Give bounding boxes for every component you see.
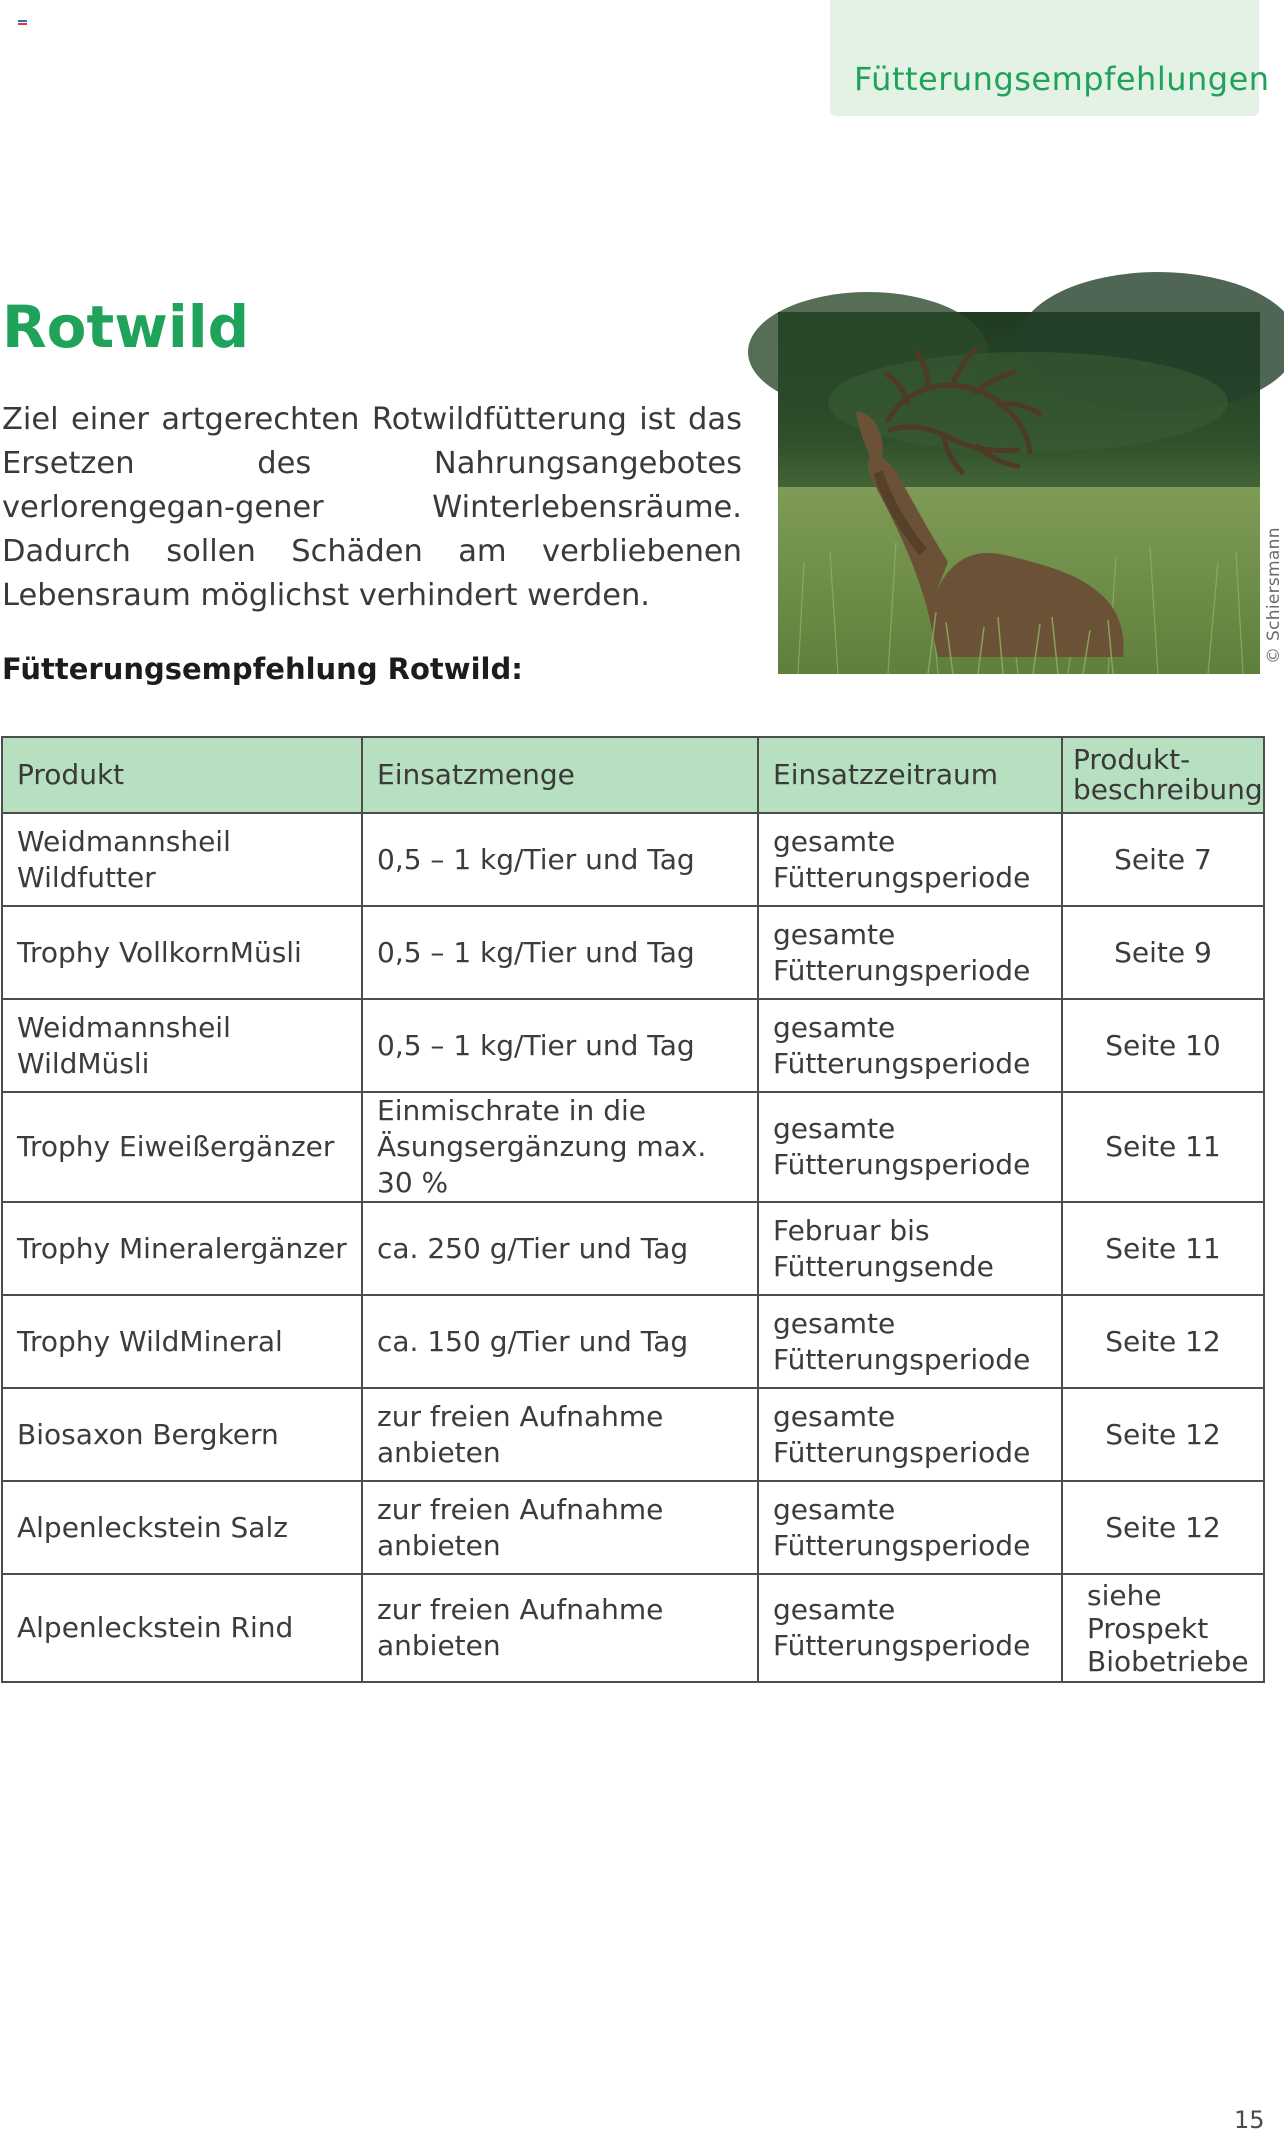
photo-credit: © Schiersmann bbox=[1264, 527, 1284, 664]
description-cell: Seite 9 bbox=[1062, 906, 1264, 999]
period-cell: gesamte Fütterungsperiode bbox=[758, 906, 1062, 999]
product-cell: Trophy VollkornMüsli bbox=[2, 906, 362, 999]
product-cell: Alpenleckstein Rind bbox=[2, 1574, 362, 1682]
product-cell: Alpenleckstein Salz bbox=[2, 1481, 362, 1574]
description-cell: Seite 12 bbox=[1062, 1481, 1264, 1574]
table-row bbox=[2, 813, 1264, 906]
product-cell: Trophy WildMineral bbox=[2, 1295, 362, 1388]
header-period: Einsatzzeitraum bbox=[758, 737, 1062, 813]
corner-flag-icon bbox=[18, 20, 27, 26]
section-tab bbox=[830, 0, 1270, 116]
page-title: Rotwild bbox=[2, 293, 250, 361]
amount-cell: 0,5 – 1 kg/Tier und Tag bbox=[362, 906, 758, 999]
amount-cell: ca. 150 g/Tier und Tag bbox=[362, 1295, 758, 1388]
period-cell: gesamte Fütterungsperiode bbox=[758, 813, 1062, 906]
period-cell: gesamte Fütterungsperiode bbox=[758, 1295, 1062, 1388]
period-cell: gesamte Fütterungsperiode bbox=[758, 1574, 1062, 1682]
amount-cell: 0,5 – 1 kg/Tier und Tag bbox=[362, 999, 758, 1092]
period-cell: gesamte Fütterungsperiode bbox=[758, 999, 1062, 1092]
header-amount: Einsatzmenge bbox=[362, 737, 758, 813]
section-tab-label: Fütterungsempfehlungen bbox=[854, 60, 1270, 98]
page-number: 15 bbox=[1234, 2106, 1265, 2134]
amount-cell: zur freien Aufnahme anbieten bbox=[362, 1388, 758, 1481]
amount-cell: Einmischrate in die Äsungsergänzung max. 30 % bbox=[362, 1092, 758, 1202]
table-row bbox=[2, 1202, 1264, 1295]
product-cell: Trophy Eiweißergänzer bbox=[2, 1092, 362, 1202]
table-row bbox=[2, 1295, 1264, 1388]
feeding-recommendation-table bbox=[1, 736, 1265, 1683]
amount-cell: ca. 250 g/Tier und Tag bbox=[362, 1202, 758, 1295]
table-row bbox=[2, 1574, 1264, 1682]
description-cell: Seite 12 bbox=[1062, 1388, 1264, 1481]
header-product: Produkt bbox=[2, 737, 362, 813]
table-heading: Fütterungsempfehlung Rotwild: bbox=[2, 652, 523, 686]
table-row bbox=[2, 1481, 1264, 1574]
description-cell: Seite 12 bbox=[1062, 1295, 1264, 1388]
table-row bbox=[2, 999, 1264, 1092]
table-row bbox=[2, 1388, 1264, 1481]
intro-paragraph: Ziel einer artgerechten Rotwildfütterung ist das Ersetzen des Nahrungsangebotes verlorengegan-gener Winterlebensräume. Dadurch sollen Schäden am verbliebenen Lebensraum möglichst verhindert werden. bbox=[2, 402, 742, 613]
amount-cell: zur freien Aufnahme anbieten bbox=[362, 1481, 758, 1574]
description-cell: Seite 10 bbox=[1062, 999, 1264, 1092]
amount-cell: 0,5 – 1 kg/Tier und Tag bbox=[362, 813, 758, 906]
product-cell: Trophy Mineralergänzer bbox=[2, 1202, 362, 1295]
product-cell: Biosaxon Bergkern bbox=[2, 1388, 362, 1481]
table-header-row bbox=[2, 737, 1264, 813]
table-row bbox=[2, 906, 1264, 999]
product-cell: Weidmannsheil Wildfutter bbox=[2, 813, 362, 906]
period-cell: gesamte Fütterungsperiode bbox=[758, 1481, 1062, 1574]
amount-cell: zur freien Aufnahme anbieten bbox=[362, 1574, 758, 1682]
description-cell: Seite 7 bbox=[1062, 813, 1264, 906]
description-cell: Seite 11 bbox=[1062, 1202, 1264, 1295]
description-cell: siehe Prospekt Biobetriebe bbox=[1062, 1574, 1264, 1682]
table-row bbox=[2, 1092, 1264, 1202]
period-cell: gesamte Fütterungsperiode bbox=[758, 1092, 1062, 1202]
header-description: Produkt- beschreibung bbox=[1062, 737, 1264, 813]
period-cell: gesamte Fütterungsperiode bbox=[758, 1388, 1062, 1481]
red-deer-photo bbox=[778, 312, 1260, 674]
description-cell: Seite 11 bbox=[1062, 1092, 1264, 1202]
period-cell: Februar bis Fütterungsende bbox=[758, 1202, 1062, 1295]
product-cell: Weidmannsheil WildMüsli bbox=[2, 999, 362, 1092]
